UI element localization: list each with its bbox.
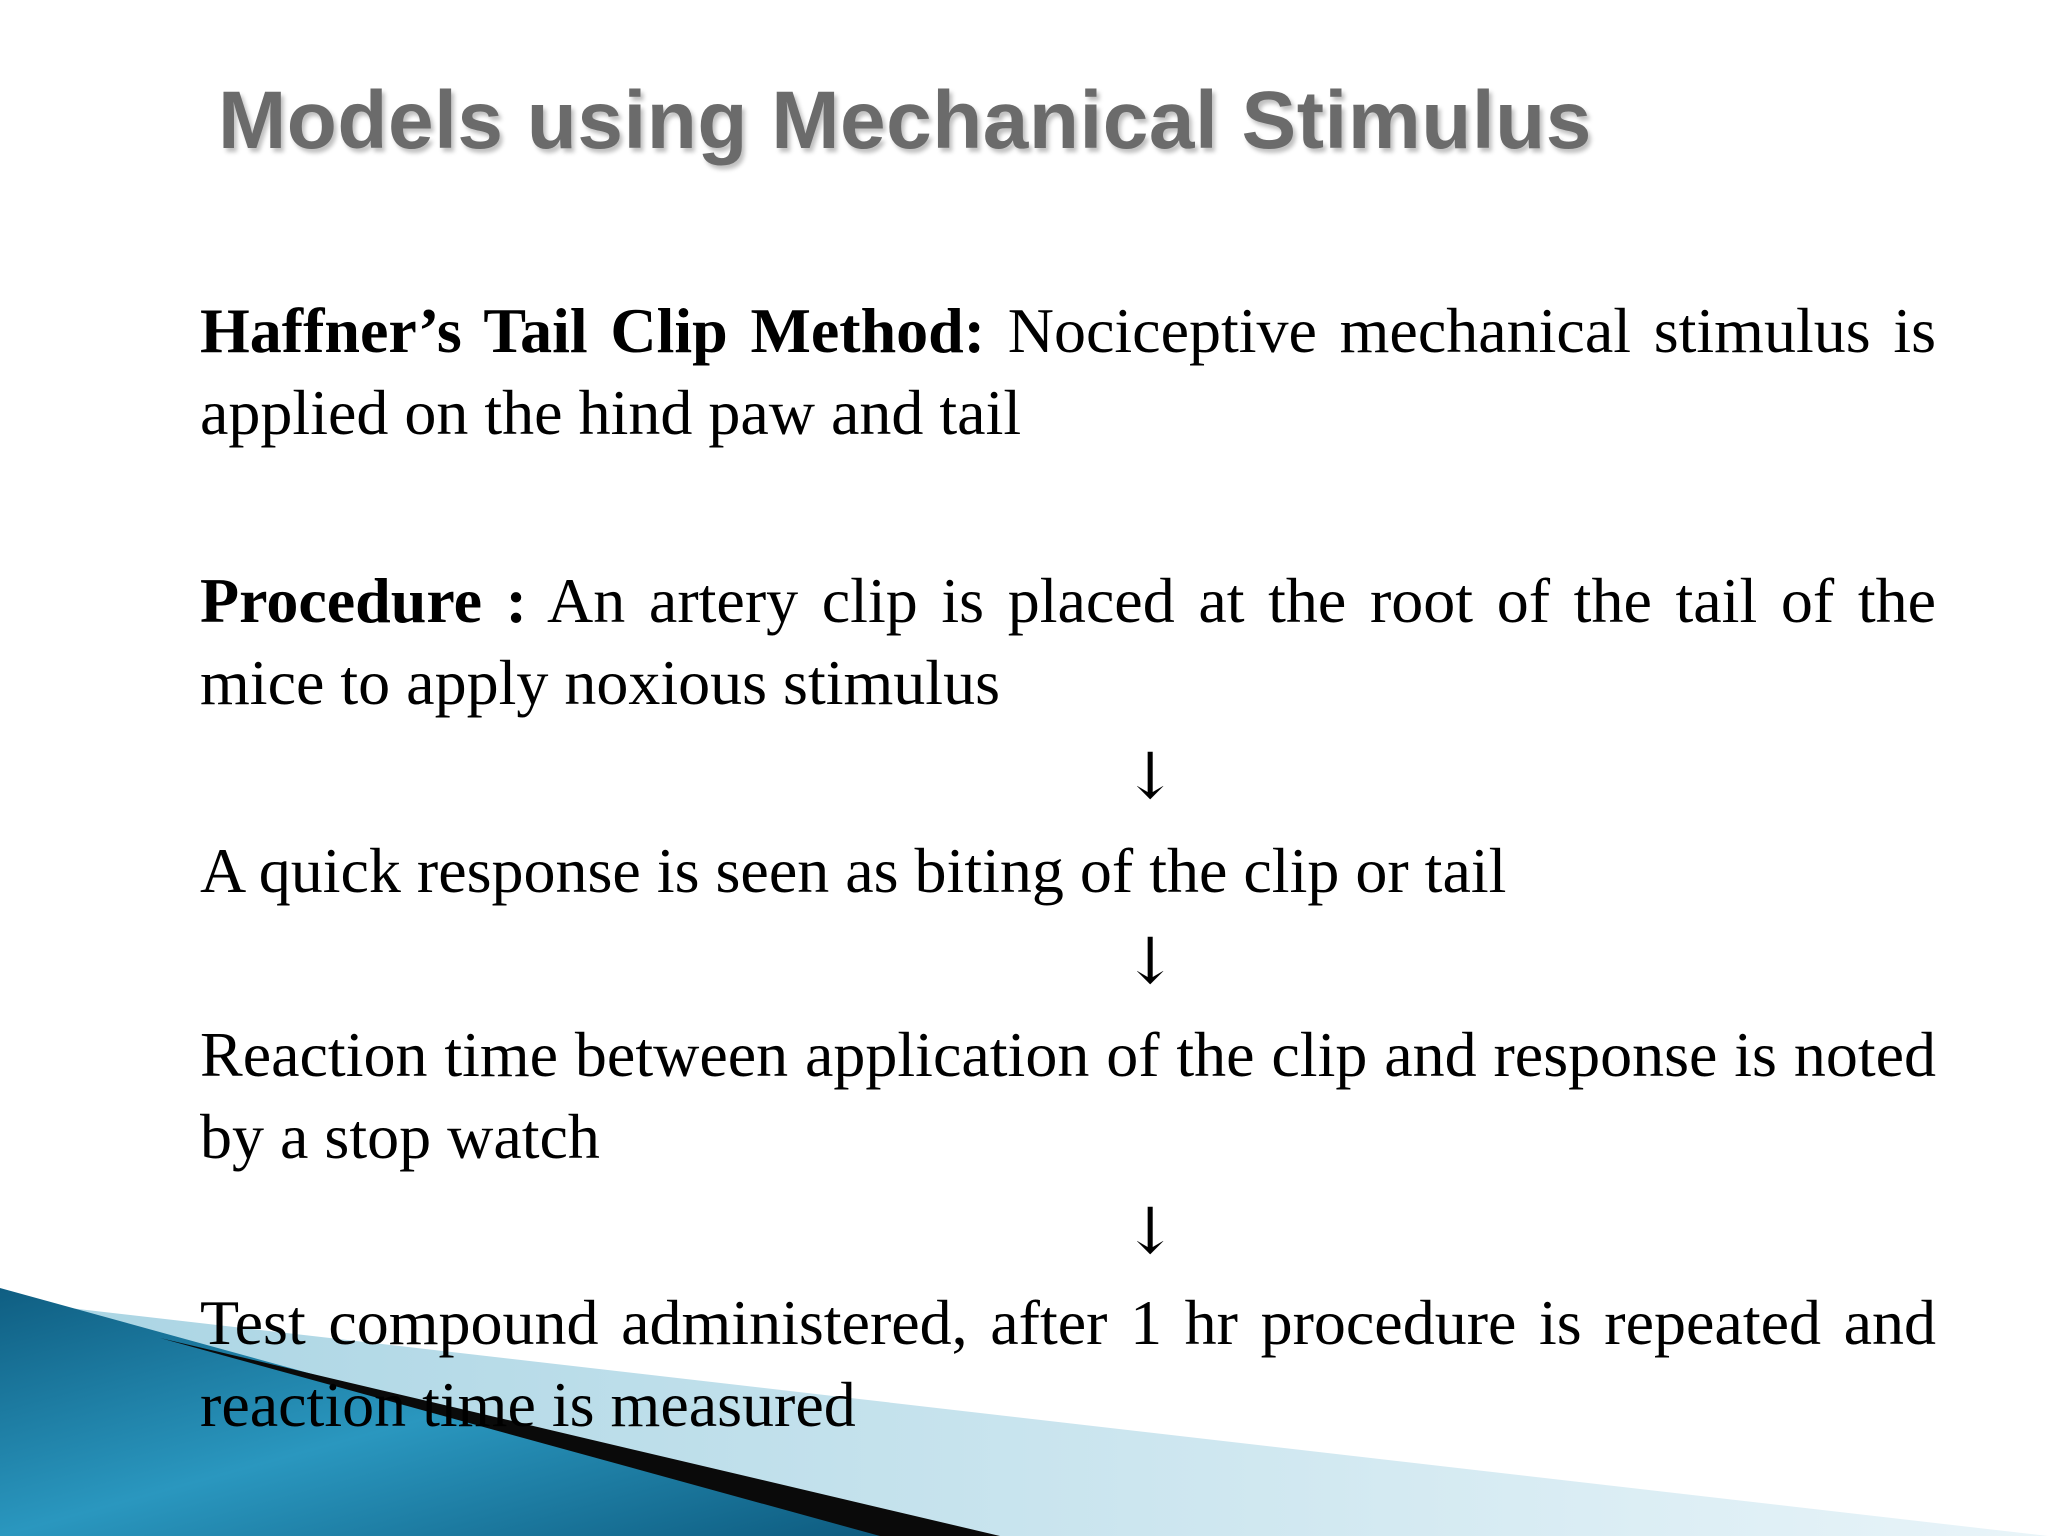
method-text: Nociceptive mechanical stimulus is applied on the hind paw and tail [200, 295, 1937, 448]
test-compound-text: Test compound administered, after 1 hr procedure is repeated and reaction time is measured [200, 1287, 1936, 1440]
procedure-heading: Procedure : [200, 565, 527, 636]
method-heading: Haffner’s Tail Clip Method: [200, 295, 986, 366]
reaction-time-text: Reaction time between application of the clip and response is noted by a stop watch [200, 1019, 1936, 1172]
down-arrow-icon: ↓ [1123, 925, 1177, 999]
down-arrow-icon: ↓ [1123, 740, 1177, 814]
slide-title: Models using Mechanical Stimulus [218, 75, 1592, 166]
response-text: A quick response is seen as biting of the clip or tail [200, 835, 1507, 906]
procedure-text: An artery clip is placed at the root of the tail of the mice to apply noxious stimulus [200, 565, 1937, 718]
paragraph-test-compound [200, 1282, 1936, 1446]
down-arrow-icon: ↓ [1123, 1195, 1177, 1269]
